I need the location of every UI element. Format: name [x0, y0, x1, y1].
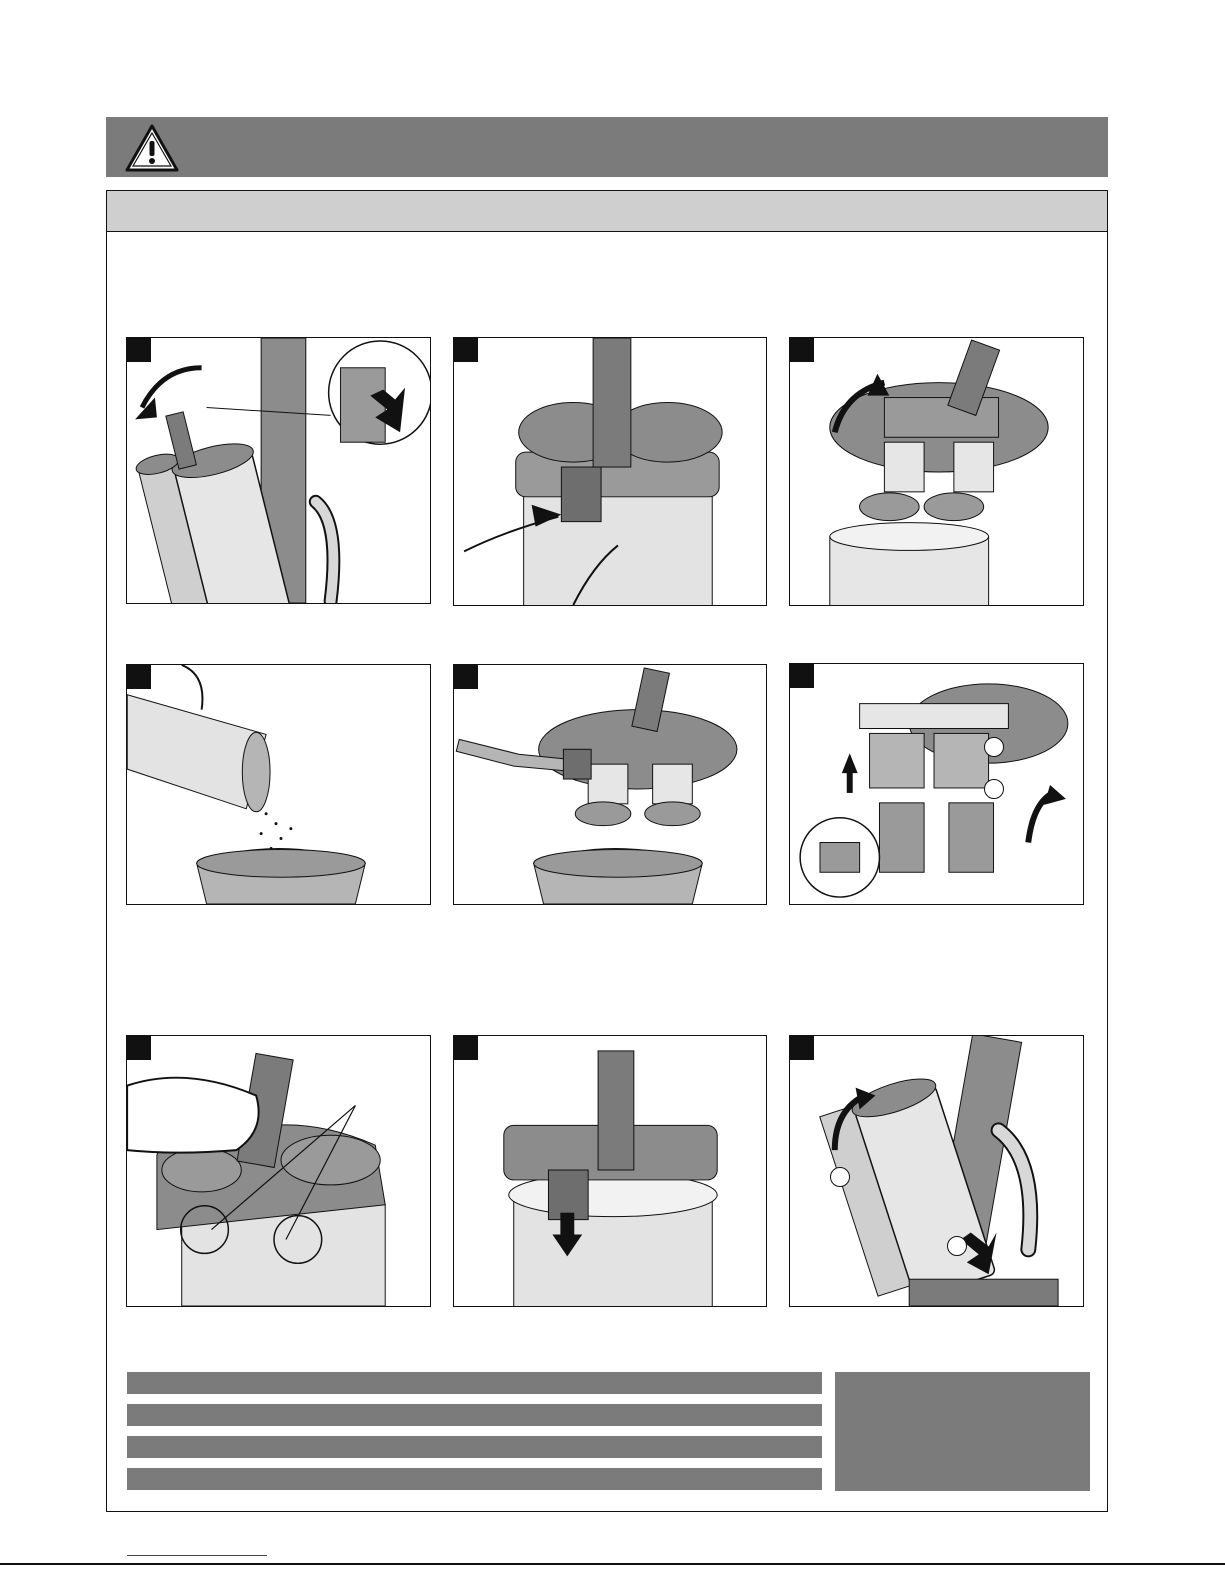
- step-8-marker: [454, 1036, 478, 1060]
- callout-2: [947, 1236, 967, 1256]
- section-header: [107, 191, 1107, 232]
- step-7-panel: [126, 1035, 431, 1307]
- footer-rule: [0, 1563, 1225, 1565]
- callout-1: [830, 1167, 850, 1187]
- step-7-marker: [127, 1036, 151, 1060]
- step-6-panel: [789, 663, 1084, 905]
- legend-row-1: [127, 1372, 822, 1394]
- step-4-marker: [127, 665, 151, 689]
- lift-filter-unit-illustration: [790, 338, 1083, 605]
- release-dust-container-illustration: [127, 338, 430, 603]
- step-4-panel: [126, 664, 431, 905]
- step-2-marker: [454, 338, 478, 362]
- step-9-panel: [789, 1035, 1084, 1307]
- callout-b: [984, 779, 1004, 799]
- legend-row-3: [127, 1436, 822, 1458]
- footer-link-underline[interactable]: [127, 1555, 267, 1556]
- remove-filter-elements-illustration: [790, 664, 1083, 904]
- step-5-panel: [453, 664, 767, 905]
- step-3-panel: [789, 337, 1084, 606]
- legend-box: [835, 1372, 1090, 1491]
- empty-dust-into-bin-illustration: [127, 665, 430, 904]
- lock-container-latch-illustration: [454, 1036, 766, 1306]
- warning-bar: [106, 117, 1108, 177]
- legend-row-4: [127, 1468, 822, 1490]
- step-2-panel: [453, 337, 767, 606]
- warning-triangle-icon: [124, 123, 180, 173]
- step-3-marker: [790, 338, 814, 362]
- step-6-marker: [790, 664, 814, 688]
- brush-filters-illustration: [454, 665, 766, 904]
- align-filter-unit-illustration: [127, 1036, 430, 1306]
- step-5-marker: [454, 665, 478, 689]
- press-container-latch-illustration: [454, 338, 766, 605]
- legend-row-2: [127, 1404, 822, 1426]
- step-8-panel: [453, 1035, 767, 1307]
- step-9-marker: [790, 1036, 814, 1060]
- step-1-panel: [126, 337, 431, 604]
- callout-a: [984, 737, 1004, 757]
- step-1-marker: [127, 338, 151, 362]
